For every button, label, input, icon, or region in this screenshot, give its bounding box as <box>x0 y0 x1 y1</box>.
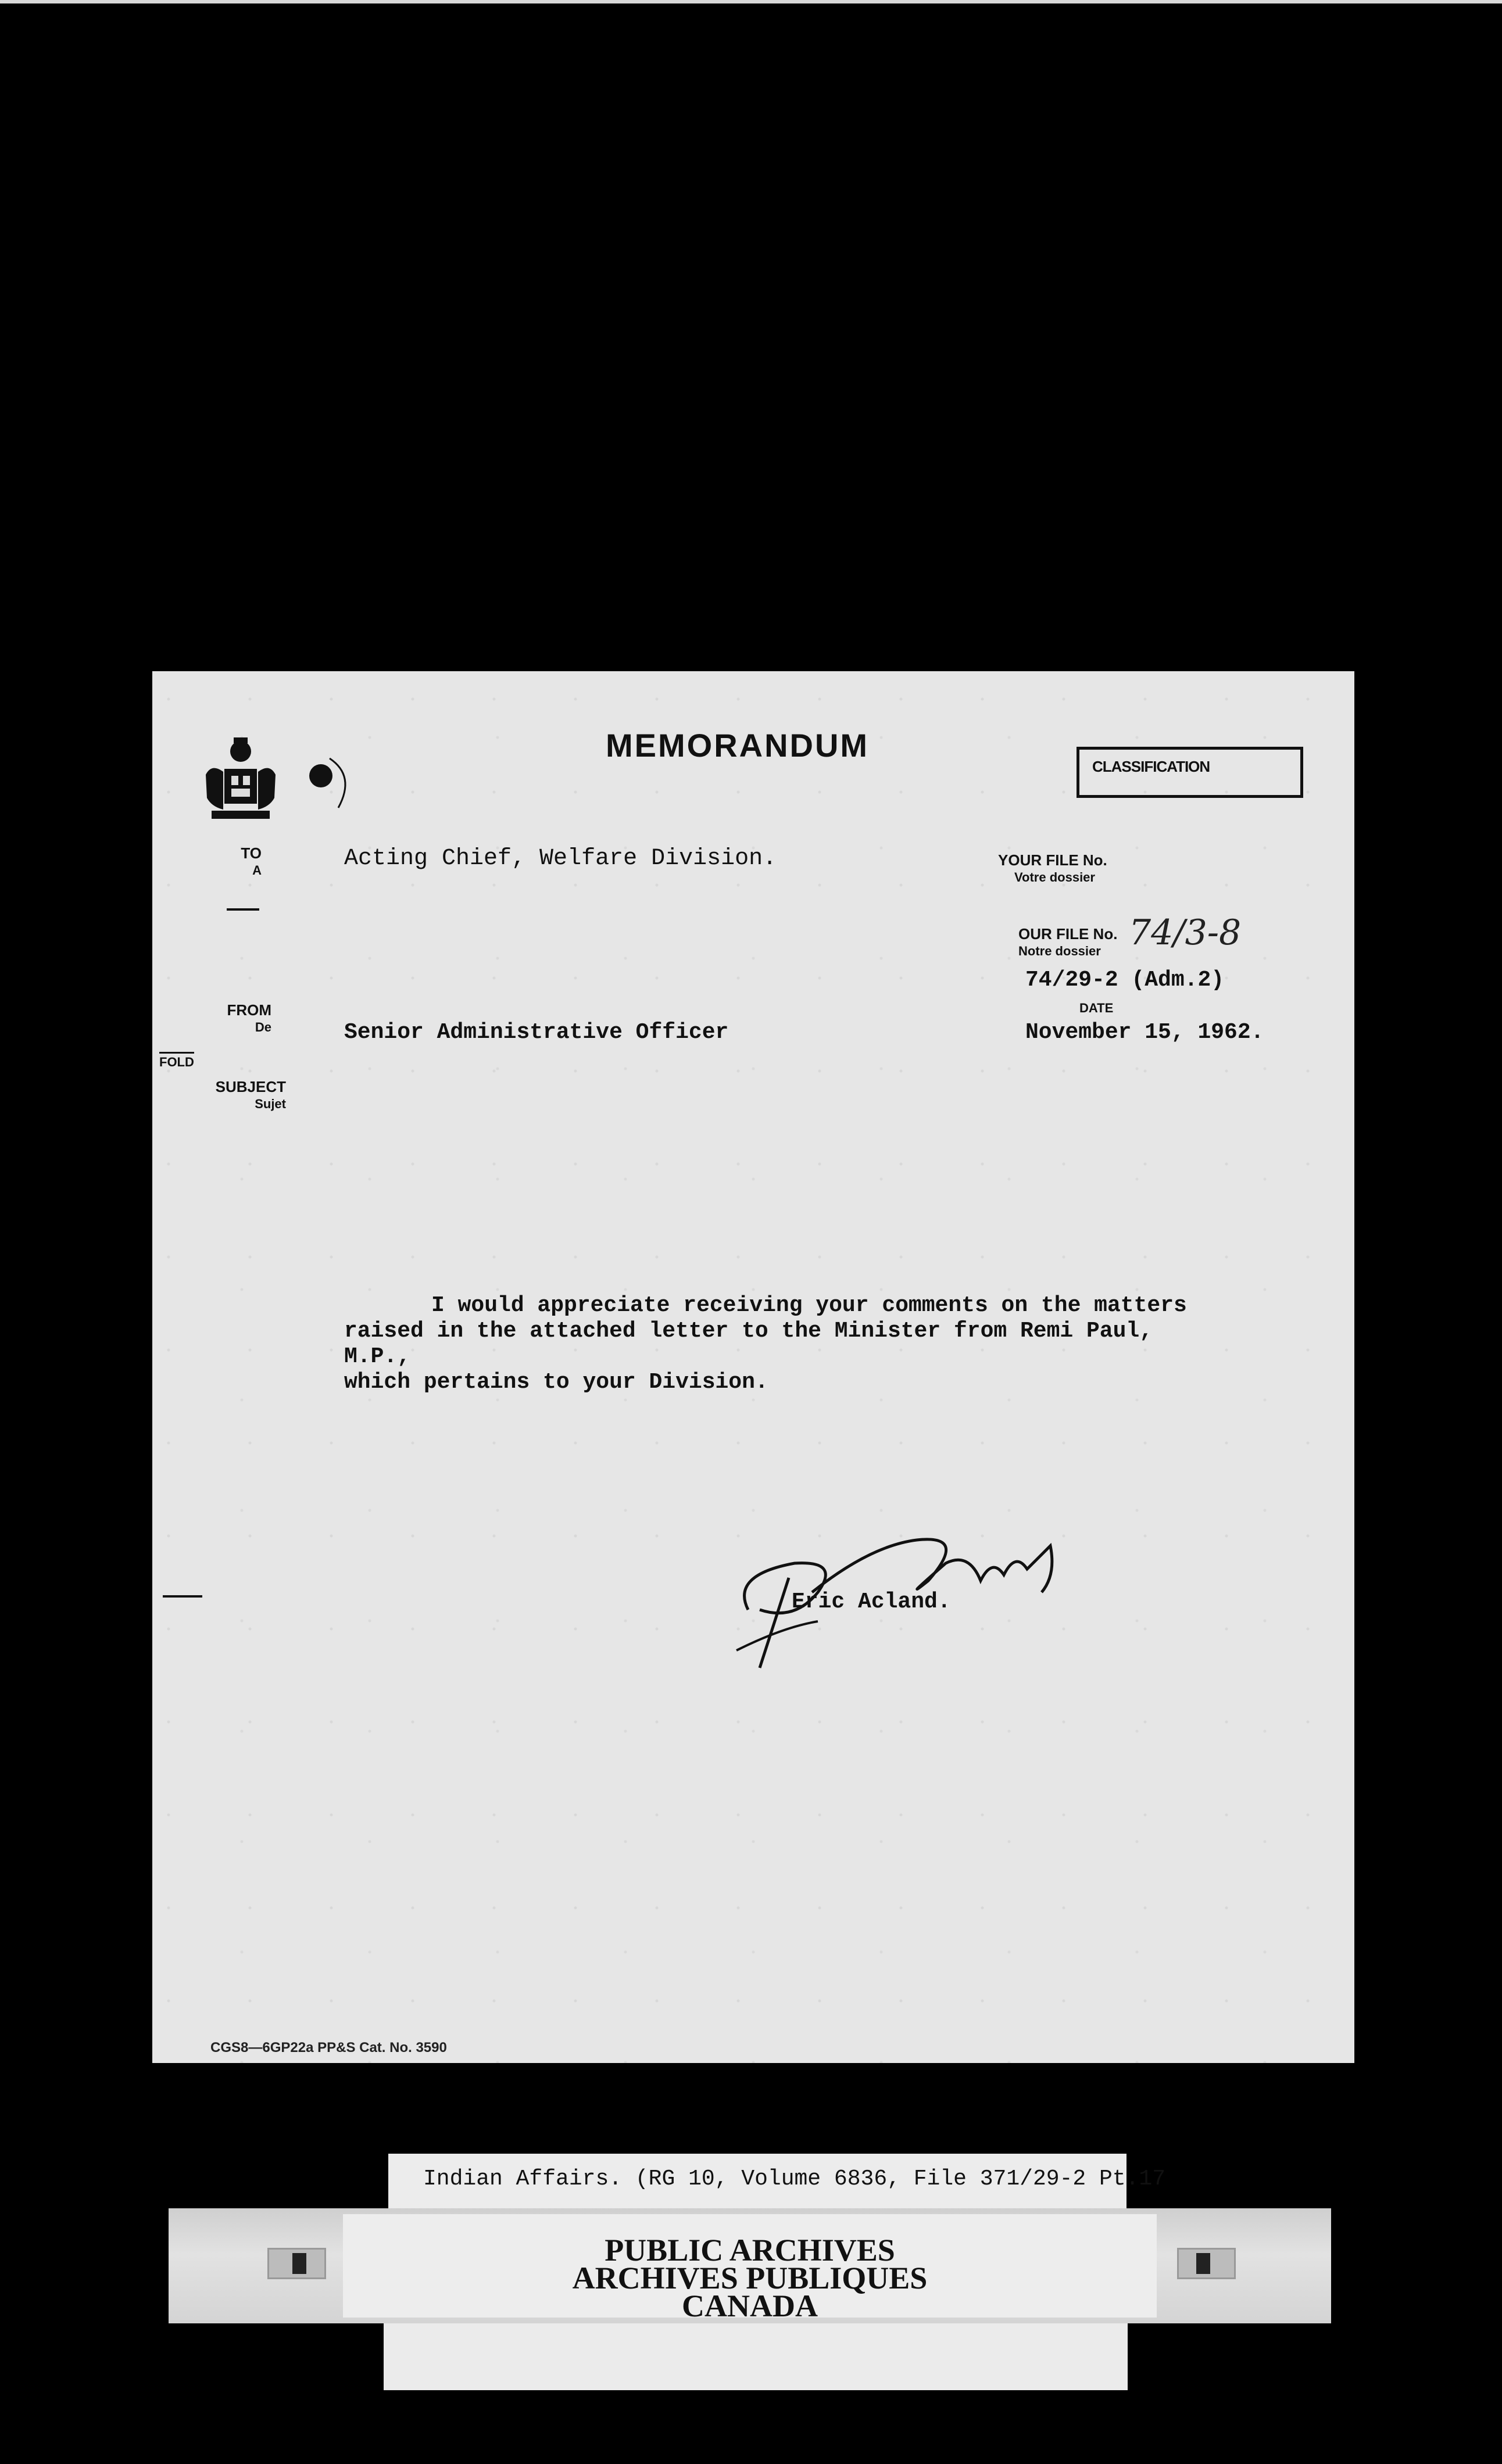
classification-label: CLASSIFICATION <box>1092 758 1210 775</box>
ink-blot-mark <box>298 753 362 816</box>
fold-mark: FOLD <box>159 1052 194 1070</box>
subject-label: SUBJECT Sujet <box>215 1078 286 1111</box>
memo-sheet <box>152 671 1354 2063</box>
film-edge <box>0 0 1502 3</box>
archive-stamp <box>343 2214 1157 2323</box>
margin-tick <box>163 1595 202 1598</box>
memo-title: MEMORANDUM <box>606 727 870 764</box>
archive-stamp-band <box>169 2208 1331 2323</box>
handwritten-signature <box>725 1476 1074 1679</box>
body-line-1: I would appreciate receiving your comments on the matters <box>431 1293 1187 1318</box>
body-line-3: which pertains to your Division. <box>344 1370 768 1395</box>
from-label: FROM De <box>227 1001 271 1034</box>
from-value: Senior Administrative Officer <box>344 1020 729 1045</box>
date-label: DATE <box>1079 1001 1114 1015</box>
coat-of-arms-icon <box>200 734 281 824</box>
to-label: TO A <box>241 844 262 878</box>
memo-body <box>344 1293 1216 1395</box>
our-file-label: OUR FILE No. Notre dossier <box>1018 925 1118 958</box>
film-tab <box>267 2248 326 2279</box>
your-file-label: YOUR FILE No. Votre dossier <box>998 851 1107 884</box>
signer-name: Eric Acland. <box>792 1589 951 1614</box>
archive-stamp-text: PUBLIC ARCHIVES ARCHIVES PUBLIQUES CANADA <box>572 2233 928 2323</box>
margin-tick <box>227 908 259 911</box>
catalog-number: CGS8—6GP22a PP&S Cat. No. 3590 <box>210 2040 447 2055</box>
to-value: Acting Chief, Welfare Division. <box>344 846 777 872</box>
archive-citation: Indian Affairs. (RG 10, Volume 6836, File 371/29-2 Pt.17 <box>388 2154 1126 2209</box>
date-value: November 15, 1962. <box>1025 1020 1264 1045</box>
classification-box <box>1077 747 1303 798</box>
archive-bottom-strip <box>384 2323 1128 2390</box>
our-file-handwritten: 74/3-8 <box>1129 912 1242 953</box>
our-file-typed: 74/29-2 (Adm.2) <box>1025 968 1225 993</box>
body-line-2: raised in the attached letter to the Minister from Remi Paul, M.P., <box>344 1319 1153 1369</box>
film-tab <box>1177 2248 1236 2279</box>
